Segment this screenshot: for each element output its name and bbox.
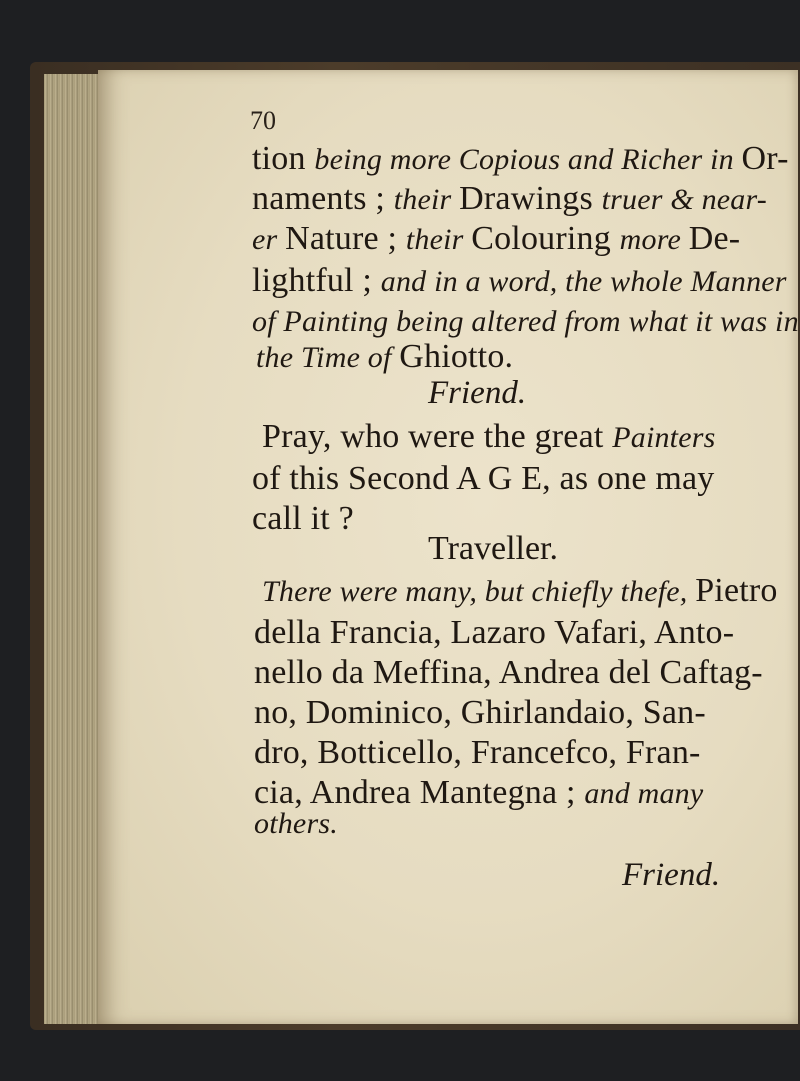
text-run-italic: their — [393, 183, 460, 216]
text-run: Or- — [741, 140, 789, 177]
page-number: 70 — [250, 106, 276, 135]
text-run: dro, Botticello, Francefco, Fran- — [254, 734, 701, 771]
text-run: Pray, who were the great — [262, 418, 613, 455]
text-run-italic: er — [252, 223, 286, 256]
text-run: Drawings — [459, 180, 602, 217]
text-line: of this Second A G E, as one may — [252, 460, 715, 497]
text-line — [262, 572, 778, 610]
text-run-italic: the Time of — [256, 341, 400, 374]
text-run-italic: There were many, but chiefly thefe, — [262, 575, 696, 608]
text-line — [254, 614, 734, 652]
speaker-heading-traveller: Traveller. — [428, 530, 559, 567]
text-run: Nature ; — [285, 220, 406, 257]
text-line — [262, 418, 715, 456]
text-line — [252, 180, 767, 218]
text-run-italic: and in a word, the whole Manner — [380, 265, 787, 298]
text-run-italic: their — [405, 223, 472, 256]
text-run-italic: Painters — [612, 421, 716, 454]
text-line — [252, 262, 787, 300]
text-run-italic: more — [619, 223, 689, 256]
text-run: della Francia, Lazaro Vafari, Anto- — [254, 614, 735, 651]
text-run-italic: truer & near- — [601, 183, 767, 216]
text-line — [254, 654, 763, 692]
text-line — [252, 140, 789, 178]
text-line — [256, 338, 513, 376]
text-run: Colouring — [471, 220, 620, 257]
text-run: no, Dominico, Ghirlandaio, San- — [254, 694, 706, 731]
text-run: Ghiotto. — [399, 338, 514, 375]
text-run-italic: and many — [584, 777, 704, 810]
text-line — [252, 302, 799, 340]
text-run: De- — [688, 220, 741, 257]
speaker-heading-friend: Friend. — [428, 375, 527, 411]
text-run: naments ; — [252, 180, 394, 217]
text-run: tion — [252, 140, 315, 177]
text-run: cia, Andrea Mantegna ; — [254, 774, 585, 811]
text-run: lightful ; — [252, 262, 381, 299]
text-run-italic: of Painting being altered from what it was in — [252, 305, 799, 338]
text-line: call it ? — [252, 500, 354, 537]
text-run-italic: being more Copious and Richer in — [314, 143, 742, 176]
text-line — [254, 694, 706, 732]
catchword: Friend. — [622, 857, 721, 893]
text-run: nello da Meffina, Andrea del Caftag- — [254, 654, 763, 691]
text-line — [254, 734, 701, 772]
text-run: Pietro — [695, 572, 778, 609]
text-line — [254, 804, 338, 842]
text-line — [252, 220, 740, 258]
page-edges — [44, 74, 104, 1024]
text-run-italic: others. — [254, 807, 338, 840]
